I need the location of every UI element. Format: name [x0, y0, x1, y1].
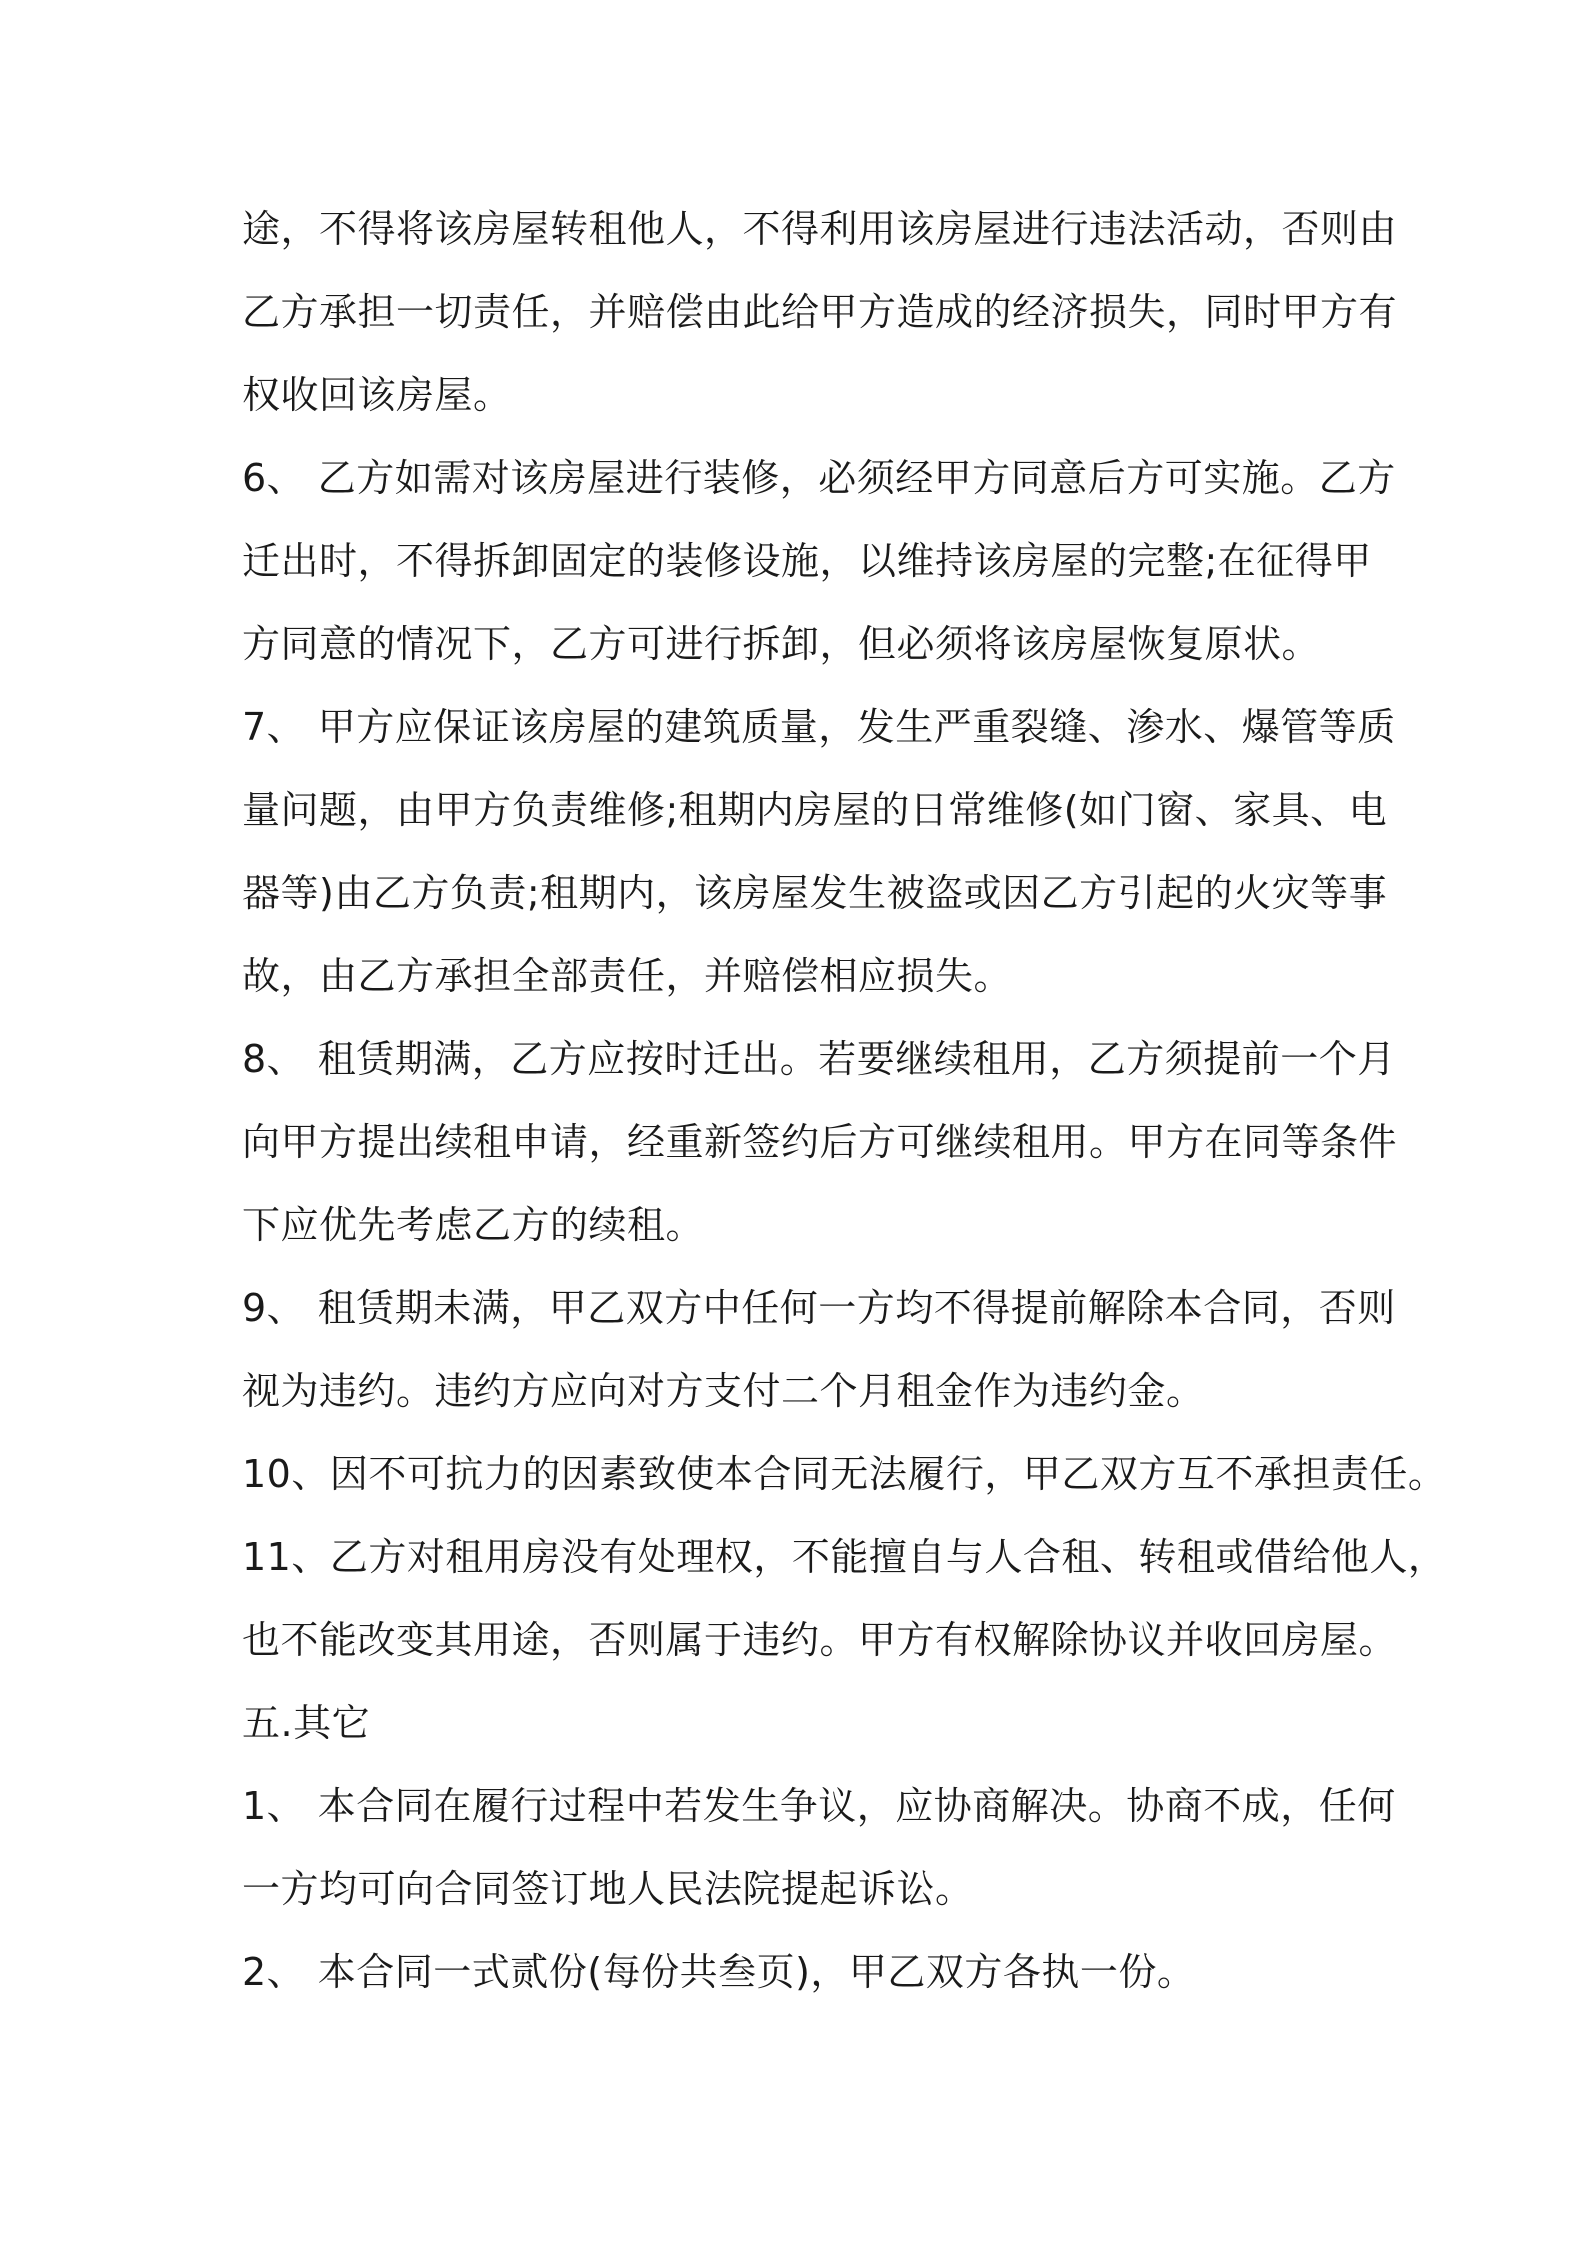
- text-line: 量问题，由甲方负责维修;租期内房屋的日常维修(如门窗、家具、电: [242, 788, 1388, 832]
- clause-9-line: 9、 租赁期未满，甲乙双方中任何一方均不得提前解除本合同，否则: [242, 1286, 1396, 1330]
- text-line: 也不能改变其用途，否则属于违约。甲方有权解除协议并收回房屋。: [242, 1618, 1398, 1662]
- text-line: 向甲方提出续租申请，经重新签约后方可继续租用。甲方在同等条件: [242, 1120, 1398, 1164]
- clause-6-line: 6、 乙方如需对该房屋进行装修，必须经甲方同意后方可实施。乙方: [242, 456, 1396, 500]
- clause-7-line: 7、 甲方应保证该房屋的建筑质量，发生严重裂缝、渗水、爆管等质: [242, 705, 1396, 749]
- clause-8-line: 8、 租赁期满，乙方应按时迁出。若要继续租用，乙方须提前一个月: [242, 1037, 1396, 1081]
- text-line: 故，由乙方承担全部责任，并赔偿相应损失。: [242, 954, 1013, 998]
- text-line: 方同意的情况下，乙方可进行拆卸，但必须将该房屋恢复原状。: [242, 622, 1321, 666]
- clause-other-1-line: 1、 本合同在履行过程中若发生争议，应协商解决。协商不成，任何: [242, 1784, 1396, 1828]
- text-line: 权收回该房屋。: [242, 373, 512, 417]
- clause-11-line: 11、乙方对租用房没有处理权，不能擅自与人合租、转租或借给他人，: [242, 1535, 1447, 1579]
- text-line: 迁出时，不得拆卸固定的装修设施，以维持该房屋的完整;在征得甲: [242, 539, 1372, 583]
- clause-10-line: 10、因不可抗力的因素致使本合同无法履行，甲乙双方互不承担责任。: [242, 1452, 1447, 1496]
- text-line: 器等)由乙方负责;租期内，该房屋发生被盗或因乙方引起的火灾等事: [242, 871, 1388, 915]
- clause-other-2-line: 2、 本合同一式贰份(每份共叁页)，甲乙双方各执一份。: [242, 1950, 1196, 1994]
- text-line: 乙方承担一切责任，并赔偿由此给甲方造成的经济损失，同时甲方有: [242, 290, 1398, 334]
- text-line: 一方均可向合同签订地人民法院提起诉讼。: [242, 1867, 974, 1911]
- text-line: 视为违约。违约方应向对方支付二个月租金作为违约金。: [242, 1369, 1205, 1413]
- document-body: [242, 188, 1447, 2014]
- section-heading: 五.其它: [242, 1701, 371, 1745]
- text-line: 下应优先考虑乙方的续租。: [242, 1203, 705, 1247]
- text-line: 途，不得将该房屋转租他人，不得利用该房屋进行违法活动，否则由: [242, 207, 1398, 251]
